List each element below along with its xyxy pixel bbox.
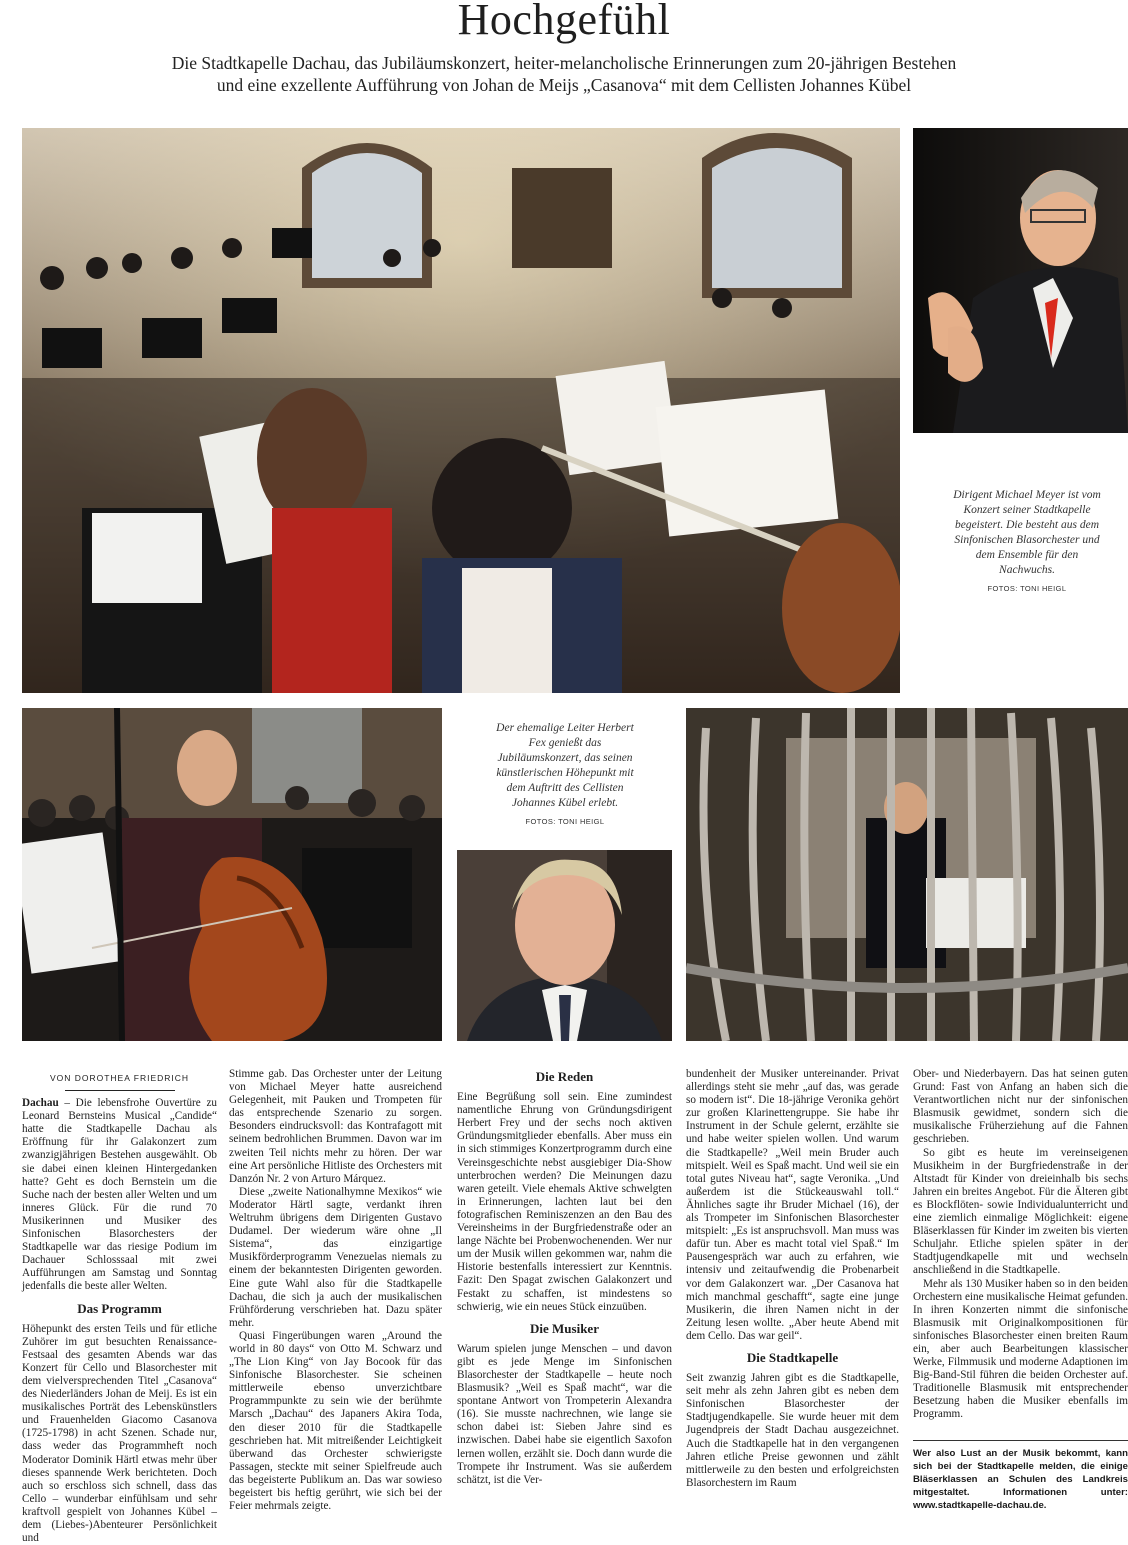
paragraph: Höhepunkt des ersten Teils und für etliche Zuhörer im gut besuchten Renaissance-Festsaal des gesamten Abends war das Konzert für Cello und Blasorchester mit dem vielversprechenden Titel „Casanova“ des Niederländers Johan de Meij. Es ist ein musikalisches Porträt des Lebenskünstlers und Frauenhelden Giacomo Casanova (1725-1798) in acht Szenen. Schade nur, dass weder das Programmheft noch Moderator Dominik Härtl etwas mehr über dieses spannende Werk berichteten. Doch auch so erschloss sich schnell, dass das Cello – wunderbar einfühlsam und sehr kraftvoll gespielt von Johannes Kübel – dem (Liebes-)Abenteurer Persönlichkeit und [22, 1322, 217, 1545]
section-heading-programm: Das Programm [77, 1300, 162, 1316]
paragraph: Diese „zweite Nationalhymne Mexikos“ wie Moderator Härtl sagte, verdankt ihren Weltruhm übrigens dem Dirigenten Gustavo Dudamel. Der wiederum wäre ohne „Il Sistema“, das einzigartige Musikförderprogramm Venezuelas niemals zu einem der bekanntesten Dirigenten geworden. Eine gute Wahl also für die Stadtkapelle Dachau, die sich ja auch der musikalischen Frühförderung verschrieben hat. Dazu später mehr. [229, 1185, 442, 1329]
intro-text: – Die lebensfrohe Ouvertüre zu Leonard Bernsteins Musical „Candide“ hatte die Stadtkapelle Dachau als Eröffnung für ihr Galakonzert zum zwanzigjährigen Bestehen ausgewählt. Ob sie dabei einen kleinen Hintergedanken hatte? Geht es doch Bernstein um die Suche nach der besten aller Welten und um inneres Glück. Für die rund 70 Musikerinnen und Musiker des Sinfonischen Blasorchesters der Stadtkapelle war das riesige Podium im Dachauer Schlosssaal mit zwei Aufführungen am Samstag und Sonntag jedenfalls die beste aller Welten. [22, 1097, 217, 1293]
paragraph: Ober- und Niederbayern. Das hat seinen guten Grund: Fast von Anfang an haben sich die Verantwortlichen nicht nur der sinfonischen Blasmusik gewidmet, sondern sich die musikalische Früherziehung auf die Fahnen geschrieben. [913, 1068, 1128, 1146]
paragraph: Quasi Fingerübungen waren „Around the world in 80 days“ von Otto M. Schwarz und „The Lion King“ von Jay Bocook für das Sinfonische Blasorchester. Sie scheinen mittlerweile ebenso unverzichtbare Programmpunkte zu sein wie der berühmte Marsch „Dachau“ des Japaners Akira Toda, den dieser 2010 für die Stadtkapelle geschrieben hat. Mit mitreißender Leichtigkeit überwand das Orchester schwierigste Passagen, steckte mit seiner Spielfreude auch das begeisterte Publikum an. Das war sowieso begeistert bis heftig gerührt, wie sich bei der Feier mehrmals zeigte. [229, 1329, 442, 1513]
article-column-2 [229, 1068, 442, 1513]
paragraph: Stimme gab. Das Orchester unter der Leitung von Michael Meyer hatte ausreichend Gelegenheit, mit Pauken und Trompeten für das entsprechende Szenario zu sorgen. Besonders eindrucksvoll: das Kontrafagott mit seinem bedrohlichen Brummen. Davon war im zweiten Teil nichts mehr zu hören. Der war eine Art persönliche Hitliste des Orchesters mit Danzón Nr. 2 von Arturo Márquez. [229, 1068, 442, 1185]
article-column-4 [686, 1068, 899, 1490]
section-heading-stadtkapelle: Die Stadtkapelle [746, 1349, 839, 1365]
paragraph: Seit zwanzig Jahren gibt es die Stadtkapelle, seit mehr als zehn Jahren gibt es neben dem Sinfonischen Blasorchester der Stadtjugendkapelle. Sie wurde heuer mit dem Jugendpreis der Stadt Dachau ausgezeichnet. Auch die Stadtkapelle hat in den vergangenen Jahren etliche Preise gewonnen und zählt mittlerweile zu den besten und erfolgreichsten Blasorchestern im Raum [686, 1372, 899, 1489]
conductor-caption-text: Dirigent Michael Meyer ist vom Konzert seiner Stadtkapelle begeistert. Die besteht aus dem Sinfonischen Blasorchester und dem Ensemble für den Nachwuchs. [953, 489, 1101, 576]
conductor-photo-credit: FOTOS: TONI HEIGL [987, 584, 1067, 593]
article-headline: Hochgefühl [457, 0, 671, 44]
paragraph: Warum spielen junge Menschen – und davon gibt es jede Menge im Sinfonischen Blasorchester der Stadtkapelle – heute noch Blasmusik? „Weil es Spaß macht“, war die spontane Antwort von Trompeterin Alexandra (16). Sie musste nachrechnen, wie lange sie schon dabei ist: Sieben Jahre sind es inzwischen. Dabei habe sie eigentlich Saxofon lernen wollen, erzählt sie. Doch dann wurde die Trompete ihr Instrument. Was sie außerdem schätzt, ist die Ver- [457, 1342, 672, 1486]
info-box: Wer also Lust an der Musik bekommt, kann sich bei der Stadtkapelle melden, die einige Bläserklassen an Schulen des Landkreis mitgestaltet. Informationen unter: www.stadtkapelle-dachau.de. [913, 1440, 1128, 1512]
paragraph: Eine Begrüßung soll sein. Eine zumindest namentliche Ehrung von Gründungsdirigent Herbert Frey und der sechs noch aktiven Gründungsmitglieder ebenfalls. Aber muss ein in sich stimmiges Konzertprogramm durch eine Vereinsgeschichte nebst ausgiebiger Dia-Show unterbrochen werden? Die Meinungen dazu waren geteilt. Viele ehemals Aktive schwelgten in Erinnerungen, lachten laut bei den fotografischen Reminiszenzen an den Bau des Vereinsheims in der Burgfriedenstraße oder an lange Nächte bei Probenwochenenden. Wer nur um der Musik willen gekommen war, nahm die Historie bestenfalls interessiert zur Kenntnis. Fazit: Den Spagat zwischen Galakonzert und Festakt zu schaffen, ist mindestens so schwierig, wie ein neues Stück einzuüben. [457, 1091, 672, 1313]
byline-divider [65, 1090, 175, 1091]
article-subhead [100, 52, 1028, 96]
former-leader-caption [490, 721, 640, 829]
conductor-caption [952, 488, 1102, 596]
paragraph: Mehr als 130 Musiker haben so in den beiden Orchestern eine musikalische Heimat gefunden. In ihren Konzerten nimmt die sinfonische Blasmusik mit Originalkompositionen für sinfonisches Blasorchester einen breiten Raum ein, aber auch Bearbeitungen klassischer Werke, Filmmusik und moderne Adaptionen im Big-Band-Stil führen die beiden Orchester auf. Traditionelle Blasmusik mit entsprechender Besetzung haben die Musiker ebenfalls im Programm. [913, 1277, 1128, 1421]
article-column-3 [457, 1062, 672, 1487]
section-heading-musiker: Die Musiker [530, 1320, 599, 1336]
former-leader-caption-text: Der ehemalige Leiter Herbert Fex genießt das Jubiläumskonzert, das seinen künstlerischen Höhepunkt mit dem Auftritt des Cellisten Johannes Kübel erlebt. [496, 722, 634, 809]
subhead-line-1: Die Stadtkapelle Dachau, das Jubiläumskonzert, heiter-melancholische Erinnerungen zum 20-jährigen Bestehen [171, 53, 957, 73]
tubular-bells-photo [686, 708, 1128, 1041]
paragraph: bundenheit der Musiker untereinander. Privat allerdings steht sie mehr „auf das, was gerade so modern ist“. Die 18-jährige Veronika gehört zur großen Klarinettengruppe. Sie habe ihr Instrument in der Schule gelernt, erzählte sie und habe weiter spielen wollen. Und warum die Stadtkapelle? „Weil mein Bruder auch mitspielt. Weil es Spaß macht. Und weil sie ein total gutes Niveau hat“, sagte Veronika. „Und außerdem ist die Stückeauswahl toll.“ Ähnliches sagte ihr Bruder Michael (16), der als Trompeter im Sinfonischen Blasorchester mitspielt: „Es ist anspruchsvoll. Man muss was dafür tun. Aber es macht total viel Spaß.“ Im Pausengespräch war auch zu erfahren, wie intensiv und zeitaufwendig die Probenarbeit vor dem Galakonzert war. „Der Casanova hat mich manchmal geschafft“, sagte eine junge Musikerin, die ihren Namen nicht in der Zeitung lesen wollte. „Aber heute Abend mit dem Cello. Das war geil“. [686, 1068, 899, 1342]
section-heading-reden: Die Reden [535, 1069, 594, 1084]
article-column-1 [22, 1068, 217, 1545]
orchestra-photo [22, 128, 900, 693]
portrait-photo [457, 850, 672, 1041]
paragraph: So gibt es heute im vereinseigenen Musikheim in der Burgfriedenstraße in der Altstadt für Kinder von dreieinhalb bis sechs Jahren ein breites Angebot. Für die Älteren gibt es Blockflöten- sowie Individualunterricht und eine ziemlich einmalige Möglichkeit: eigene Bläserklassen für Kinder im zweiten bis vierten Schuljahr. Etliche spielen später in der Stadtjugendkapelle mit und wechseln anschließend in die Stadtkapelle. [913, 1146, 1128, 1277]
subhead-line-2: und eine exzellente Aufführung von Johan de Meijs „Casanova“ mit dem Cellisten Johannes Kübel [216, 75, 912, 95]
cellist-photo [22, 708, 442, 1041]
intro-paragraph [22, 1097, 217, 1293]
dateline: Dachau [22, 1097, 59, 1110]
article-column-5 [913, 1068, 1128, 1422]
conductor-photo [913, 128, 1128, 433]
article-byline: VON DOROTHEA FRIEDRICH [49, 1073, 190, 1083]
former-leader-photo-credit: FOTOS: TONI HEIGL [525, 817, 605, 826]
